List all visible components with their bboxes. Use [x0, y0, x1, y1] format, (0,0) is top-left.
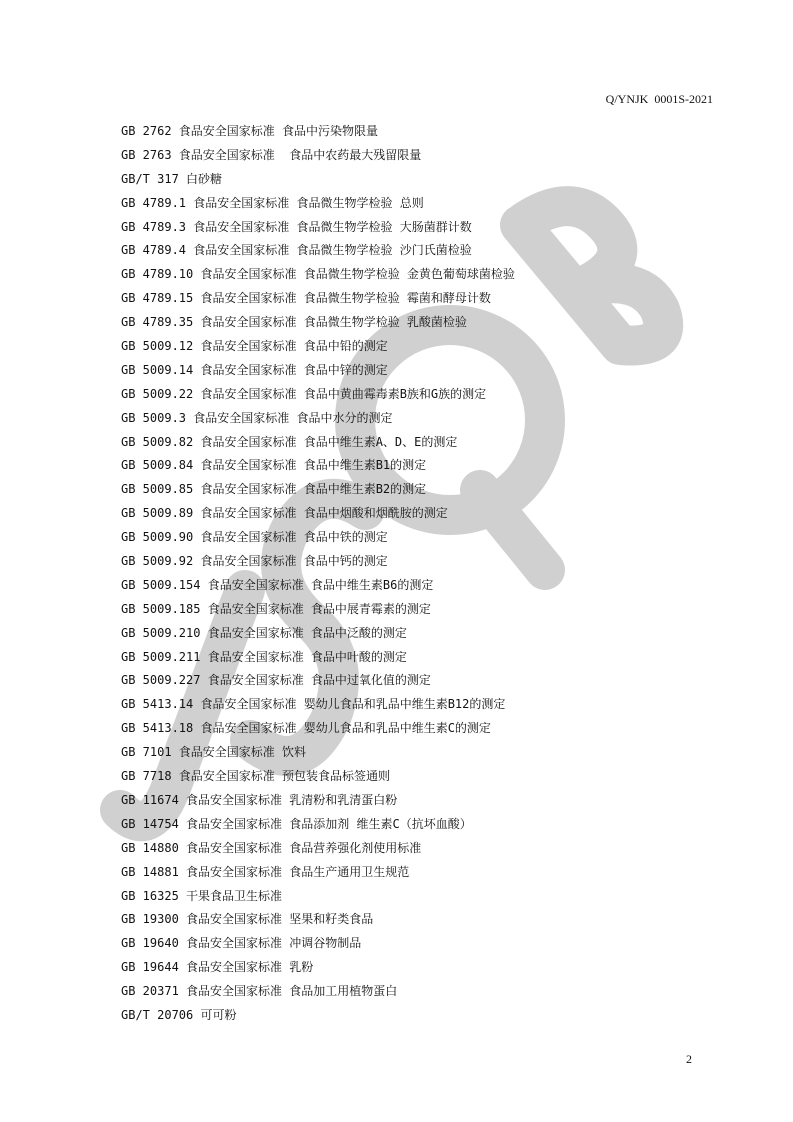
reference-list	[121, 120, 515, 1028]
reference-item: GB 7718 食品安全国家标准 预包装食品标签通则	[121, 769, 391, 784]
reference-item: GB 20371 食品安全国家标准 食品加工用植物蛋白	[121, 984, 398, 999]
reference-item: GB 4789.15 食品安全国家标准 食品微生物学检验 霉菌和酵母计数	[121, 291, 491, 306]
reference-item: GB 5009.211 食品安全国家标准 食品中叶酸的测定	[121, 649, 407, 664]
reference-item: GB 7101 食品安全国家标准 饮料	[121, 745, 307, 760]
reference-item: GB 14881 食品安全国家标准 食品生产通用卫生规范	[121, 864, 410, 879]
reference-item: GB 4789.35 食品安全国家标准 食品微生物学检验 乳酸菌检验	[121, 315, 467, 330]
reference-item: GB 5413.14 食品安全国家标准 婴幼儿食品和乳品中维生素B12的测定	[121, 697, 506, 712]
reference-item: GB 5009.82 食品安全国家标准 食品中维生素A、D、E的测定	[121, 434, 458, 449]
reference-item: GB 5009.84 食品安全国家标准 食品中维生素B1的测定	[121, 458, 427, 473]
reference-item: GB 19300 食品安全国家标准 坚果和籽类食品	[121, 912, 374, 927]
reference-item: GB 5009.89 食品安全国家标准 食品中烟酸和烟酰胺的测定	[121, 506, 448, 521]
reference-item: GB 4789.1 食品安全国家标准 食品微生物学检验 总则	[121, 195, 424, 210]
reference-item: GB 19644 食品安全国家标准 乳粉	[121, 960, 314, 975]
reference-item: GB/T 20706 可可粉	[121, 1007, 237, 1022]
reference-item: GB 5009.210 食品安全国家标准 食品中泛酸的测定	[121, 625, 407, 640]
watermark-letter-b	[520, 206, 663, 345]
reference-item: GB 5413.18 食品安全国家标准 婴幼儿食品和乳品中维生素C的测定	[121, 721, 491, 736]
reference-item: GB 5009.154 食品安全国家标准 食品中维生素B6的测定	[121, 577, 434, 592]
reference-item: GB 11674 食品安全国家标准 乳清粉和乳清蛋白粉	[121, 792, 398, 807]
reference-item: GB/T 317 白砂糖	[121, 171, 223, 186]
reference-item: GB 5009.3 食品安全国家标准 食品中水分的测定	[121, 410, 393, 425]
reference-item: GB 5009.92 食品安全国家标准 食品中钙的测定	[121, 554, 388, 569]
reference-item: GB 5009.227 食品安全国家标准 食品中过氧化值的测定	[121, 673, 431, 688]
reference-item: GB 16325 干果食品卫生标准	[121, 888, 283, 903]
page-number: 2	[686, 1052, 692, 1066]
reference-item: GB 2763 食品安全国家标准 食品中农药最大残留限量	[121, 147, 422, 162]
reference-item: GB 4789.3 食品安全国家标准 食品微生物学检验 大肠菌群计数	[121, 219, 472, 234]
reference-item: GB 5009.90 食品安全国家标准 食品中铁的测定	[121, 530, 388, 545]
document-code: Q/YNJK 0001S-2021	[605, 92, 713, 106]
reference-item: GB 4789.10 食品安全国家标准 食品微生物学检验 金黄色葡萄球菌检验	[121, 267, 515, 282]
reference-item: GB 5009.12 食品安全国家标准 食品中铅的测定	[121, 339, 388, 354]
reference-item: GB 5009.185 食品安全国家标准 食品中展青霉素的测定	[121, 601, 431, 616]
reference-item: GB 5009.85 食品安全国家标准 食品中维生素B2的测定	[121, 482, 427, 497]
reference-item: GB 2762 食品安全国家标准 食品中污染物限量	[121, 124, 379, 138]
reference-item: GB 14880 食品安全国家标准 食品营养强化剂使用标准	[121, 840, 422, 855]
reference-item: GB 14754 食品安全国家标准 食品添加剂 维生素C（抗坏血酸）	[121, 816, 472, 831]
reference-item: GB 4789.4 食品安全国家标准 食品微生物学检验 沙门氏菌检验	[121, 243, 472, 258]
reference-item: GB 19640 食品安全国家标准 冲调谷物制品	[121, 936, 362, 951]
reference-item: GB 5009.22 食品安全国家标准 食品中黄曲霉毒素B族和G族的测定	[121, 386, 487, 401]
reference-item: GB 5009.14 食品安全国家标准 食品中锌的测定	[121, 362, 388, 377]
